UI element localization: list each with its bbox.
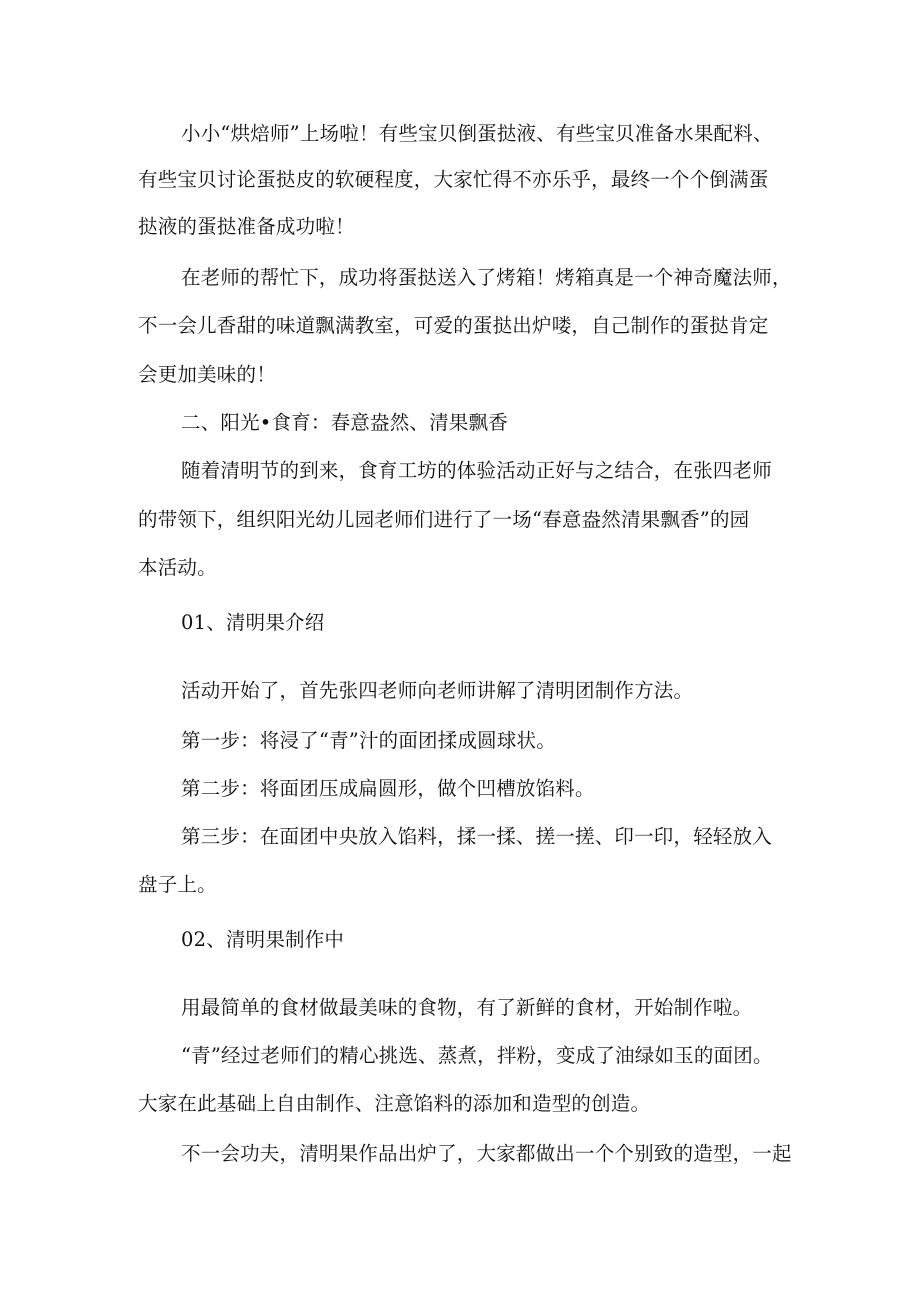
paragraph-3-line-1: 随着清明节的到来，食育工坊的体验活动正好与之结合，在张四老师 [181,459,773,482]
step-3-line-1: 第三步：在面团中央放入馅料，揉一揉、搓一搓、印一印，轻轻放入 [181,825,773,848]
paragraph-3-line-3: 本活动。 [138,556,217,579]
paragraph-3-line-2: 的带领下，组织阳光幼儿园老师们进行了一场“春意盎然清果飘香”的园 [138,508,750,531]
paragraph-1-line-3: 挞液的蛋挞准备成功啦！ [138,215,355,238]
intro-line: 活动开始了，首先张四老师向老师讲解了清明团制作方法。 [181,679,694,702]
subheading-qingming-making: 02、清明果制作中 [181,928,345,951]
subheading-qingming-intro: 01、清明果介绍 [181,611,325,634]
step-2: 第二步：将面团压成扁圆形，做个凹槽放馅料。 [181,777,595,800]
paragraph-2-line-3: 会更加美味的！ [138,363,276,386]
paragraph-5-line-1: “青”经过老师们的精心挑选、蒸煮，拌粉，变成了油绿如玉的面团。 [181,1044,773,1067]
paragraph-6-line-1: 不一会功夫，清明果作品出炉了，大家都做出一个个别致的造型，一起 [181,1142,792,1165]
paragraph-5-line-2: 大家在此基础上自由制作、注意馅料的添加和造型的创造。 [138,1092,651,1115]
paragraph-1-line-1: 小小“烘焙师”上场啦！有些宝贝倒蛋挞液、有些宝贝准备水果配料、 [181,122,773,145]
paragraph-2-line-2: 不一会儿香甜的味道飘满教室，可爱的蛋挞出炉喽，自己制作的蛋挞肯定 [138,314,769,337]
section-heading: 二、阳光•食育：春意盎然、清果飘香 [181,411,508,434]
step-1: 第一步：将浸了“青”汁的面团揉成圆球状。 [181,729,556,752]
paragraph-4: 用最简单的食材做最美味的食物，有了新鲜的食材，开始制作啦。 [181,996,753,1019]
paragraph-1-line-2: 有些宝贝讨论蛋挞皮的软硬程度，大家忙得不亦乐乎，最终一个个倒满蛋 [138,168,769,191]
paragraph-2-line-1: 在老师的帮忙下，成功将蛋挞送入了烤箱！烤箱真是一个神奇魔法师， [181,266,792,289]
step-3-line-2: 盘子上。 [138,873,217,896]
